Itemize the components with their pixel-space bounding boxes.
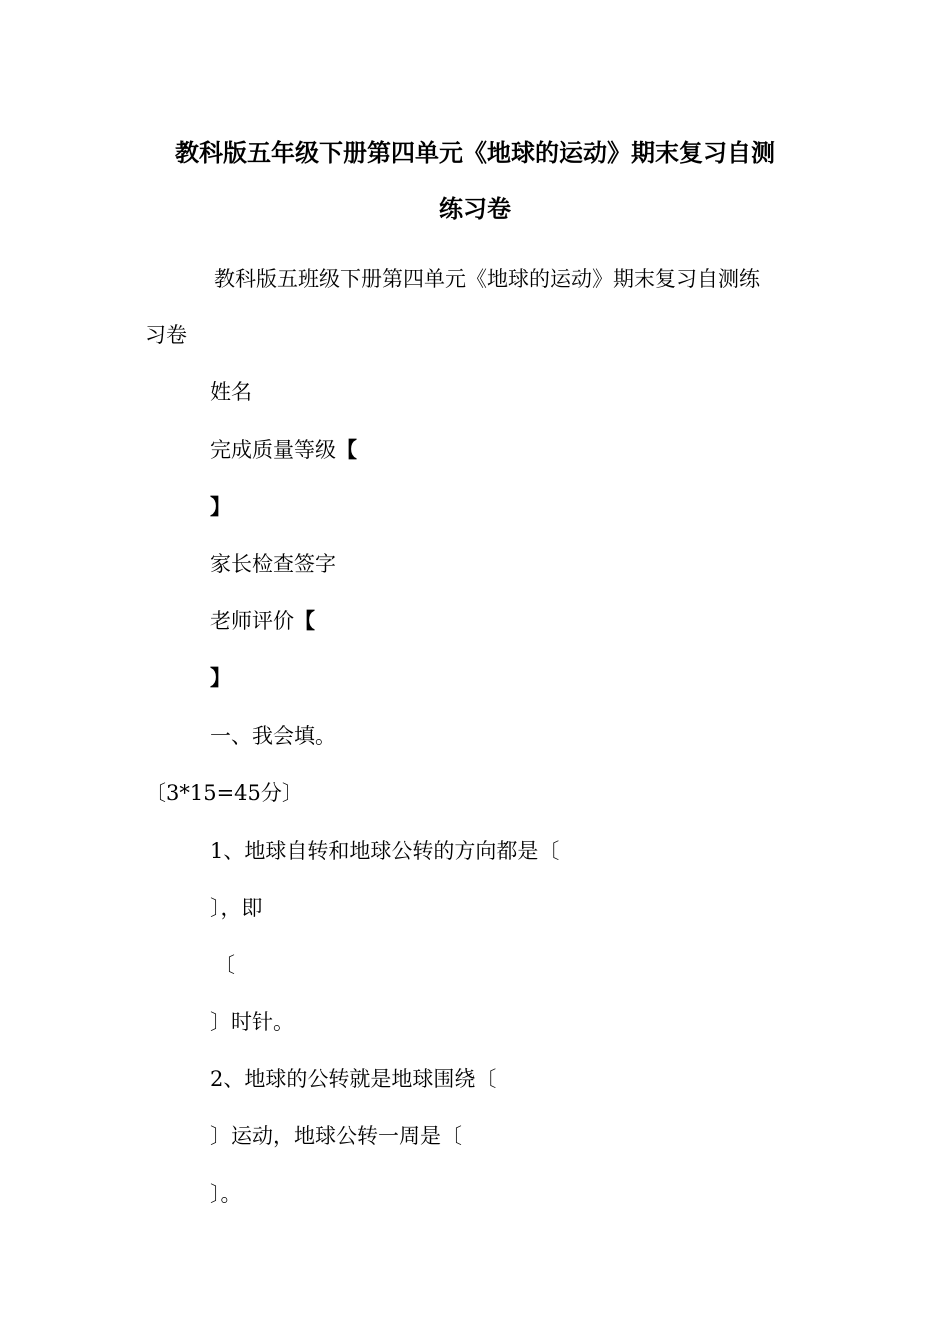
intro-line-2: 习卷	[145, 323, 187, 347]
section-1-heading: 一、我会填。	[210, 724, 336, 748]
quality-open-bracket: 【	[336, 438, 357, 462]
doc-title-line-1: 教科版五年级下册第四单元《地球的运动》期末复习自测	[175, 139, 775, 167]
question-1-line-1: 1、地球自转和地球公转的方向都是〔	[210, 839, 560, 863]
teacher-eval-label: 老师评价	[210, 609, 294, 633]
question-2-line-3: 〕。	[210, 1182, 242, 1206]
quality-grade-label: 完成质量等级	[210, 438, 336, 462]
quality-close-bracket: 】	[210, 495, 231, 519]
parent-signature-label: 家长检查签字	[210, 552, 336, 576]
intro-line-1: 教科版五班级下册第四单元《地球的运动》期末复习自测练	[214, 267, 760, 291]
name-label: 姓名	[210, 380, 252, 404]
doc-title-line-2: 练习卷	[439, 195, 511, 223]
teacher-eval-open-bracket: 【	[294, 609, 315, 633]
question-2-line-1: 2、地球的公转就是地球围绕〔	[210, 1067, 497, 1091]
quality-grade-row	[210, 436, 357, 464]
question-1-line-3: 〔	[214, 953, 235, 977]
teacher-eval-close-bracket: 】	[210, 666, 231, 690]
teacher-eval-row	[210, 607, 315, 635]
question-1-line-4: 〕时针。	[210, 1010, 294, 1034]
section-1-score: 〔3*15=45分〕	[145, 781, 303, 805]
question-1-line-2: 〕，即	[210, 896, 263, 920]
question-2-line-2: 〕运动，地球公转一周是〔	[210, 1124, 462, 1148]
